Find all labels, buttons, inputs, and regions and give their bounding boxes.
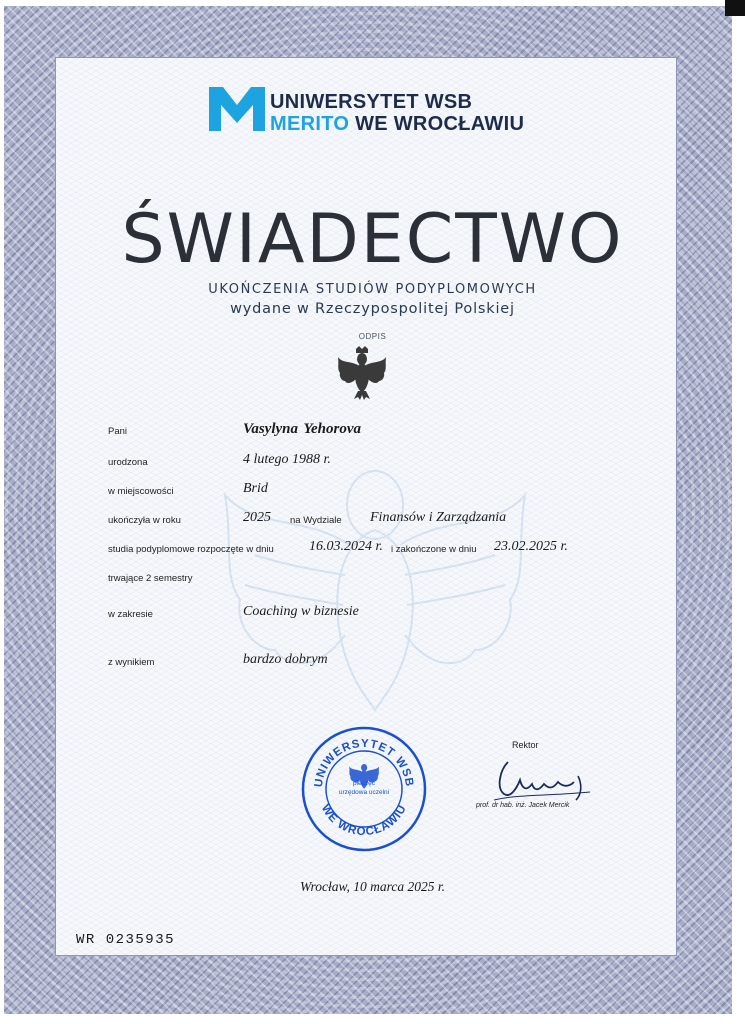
copy-label: ODPIS bbox=[358, 332, 387, 341]
start-date: 16.03.2024 r. bbox=[309, 539, 383, 554]
label-pani: Pani bbox=[108, 426, 128, 437]
certificate-subtitle: UKOŃCZENIA STUDIÓW PODYPLOMOWYCH bbox=[208, 282, 537, 297]
birth-place: Brid bbox=[243, 481, 268, 496]
issue-place-date: Wrocław, 10 marca 2025 r. bbox=[300, 879, 445, 894]
study-result: bardzo dobrym bbox=[243, 652, 328, 667]
study-scope: Coaching w biznesie bbox=[243, 604, 359, 619]
label-scope: w zakresie bbox=[108, 609, 153, 620]
rector-signature-icon bbox=[490, 750, 600, 806]
seal-center-line2: urzędowa uczelni bbox=[338, 789, 390, 796]
serial-number: WR 0235935 bbox=[76, 932, 176, 948]
label-completed-year: ukończyła w roku bbox=[108, 515, 181, 526]
merito-m-logo-icon bbox=[209, 87, 265, 131]
end-date: 23.02.2025 r. bbox=[494, 539, 568, 554]
faculty-name: Finansów i Zarządzania bbox=[370, 510, 507, 525]
seal-bottom-path: WE WROCŁAWIU bbox=[318, 802, 410, 839]
label-ended: i zakończone w dniu bbox=[391, 544, 477, 555]
scan-corner-mark bbox=[725, 0, 745, 16]
birth-date: 4 lutego 1988 r. bbox=[243, 452, 331, 467]
certificate-issued-in: wydane w Rzeczypospolitej Polskiej bbox=[230, 301, 515, 317]
label-born: urodzona bbox=[108, 457, 148, 468]
polish-eagle-icon bbox=[336, 345, 388, 401]
study-duration: trwające 2 semestry bbox=[108, 573, 193, 584]
logo-second-line bbox=[270, 113, 524, 136]
label-birth-place: w miejscowości bbox=[108, 486, 174, 497]
label-result: z wynikiem bbox=[108, 657, 155, 668]
logo-city: WE WROCŁAWIU bbox=[355, 113, 525, 135]
logo-university-name: UNIWERSYTET WSB bbox=[270, 91, 473, 113]
certificate-title: ŚWIADECTWO bbox=[121, 200, 624, 279]
label-faculty: na Wydziale bbox=[290, 515, 342, 526]
seal-bottom-text bbox=[319, 803, 409, 839]
graduate-name: Vasylyna Yehorova bbox=[243, 421, 361, 437]
label-started: studia podyplomowe rozpoczęte w dniu bbox=[108, 544, 274, 555]
rector-name: prof. dr hab. inż. Jacek Mercik bbox=[476, 802, 570, 809]
seal-center-line1: pieczęć bbox=[352, 780, 376, 787]
rector-label: Rektor bbox=[512, 740, 539, 750]
seal-top-path: UNIWERSYTET WSB bbox=[312, 737, 416, 788]
watermark-eagle-icon bbox=[215, 435, 535, 735]
logo-merito: MERITO bbox=[270, 113, 350, 135]
completion-year: 2025 bbox=[243, 510, 271, 525]
